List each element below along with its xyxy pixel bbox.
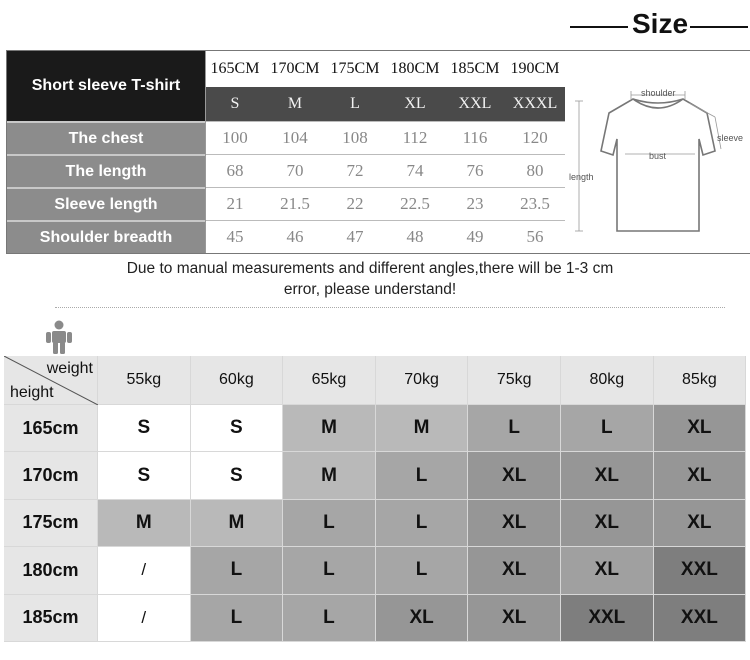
title-rule-left <box>570 26 628 28</box>
weight-header: 75kg <box>468 356 561 405</box>
size-chart-row-label: Shoulder breadth <box>7 220 205 253</box>
size-recommendation-cell: S <box>191 405 284 452</box>
size-chart-height-header: 165CM <box>205 51 265 87</box>
size-recommendation-cell: XL <box>468 547 561 594</box>
size-recommendation-cell: L <box>191 595 284 642</box>
height-header: 165cm <box>4 405 98 452</box>
size-chart-size-header: XXXL <box>505 87 565 121</box>
size-chart-size-header: L <box>325 87 385 121</box>
size-chart-value: 56 <box>505 220 565 253</box>
size-chart-value: 22 <box>325 187 385 220</box>
size-recommendation-cell: L <box>191 547 284 594</box>
size-chart-value: 49 <box>445 220 505 253</box>
size-chart <box>6 50 750 254</box>
size-chart-row-label: The chest <box>7 121 205 154</box>
size-chart-value: 23.5 <box>505 187 565 220</box>
dotted-divider <box>55 307 725 308</box>
size-chart-value: 47 <box>325 220 385 253</box>
size-recommendation-cell: M <box>376 405 469 452</box>
weight-header: 60kg <box>191 356 284 405</box>
size-recommendation-cell: M <box>283 405 376 452</box>
size-chart-height-header: 175CM <box>325 51 385 87</box>
size-chart-size-header: M <box>265 87 325 121</box>
size-recommendation-cell: XL <box>654 405 747 452</box>
size-chart-size-header: S <box>205 87 265 121</box>
size-chart-height-header: 185CM <box>445 51 505 87</box>
size-chart-row-label: The length <box>7 154 205 187</box>
size-chart-value: 68 <box>205 154 265 187</box>
size-recommendation-cell: XL <box>561 500 654 547</box>
size-recommendation-cell: XL <box>654 500 747 547</box>
size-recommendation-cell: L <box>376 500 469 547</box>
corner-weight-label: weight <box>46 360 93 377</box>
height-header: 185cm <box>4 595 98 642</box>
size-recommendation-cell: S <box>191 452 284 499</box>
size-chart-value: 48 <box>385 220 445 253</box>
weight-header: 80kg <box>561 356 654 405</box>
title-text: Size <box>632 8 689 39</box>
size-recommendation-cell: XL <box>468 595 561 642</box>
size-chart-size-header: XL <box>385 87 445 121</box>
size-recommendation-cell: M <box>98 500 191 547</box>
size-recommendation-cell: / <box>98 547 191 594</box>
size-chart-value: 104 <box>265 121 325 154</box>
size-title <box>570 6 748 42</box>
size-recommendation-cell: XL <box>468 500 561 547</box>
size-chart-header-label: Short sleeve T-shirt <box>7 51 205 121</box>
size-recommendation-cell: XXL <box>654 595 747 642</box>
diagram-label-bust: bust <box>649 151 667 161</box>
size-chart-row-label: Sleeve length <box>7 187 205 220</box>
size-recommendation-cell: S <box>98 452 191 499</box>
note-line-2: error, please understand! <box>283 281 457 298</box>
size-chart-separator <box>205 51 206 253</box>
size-chart-value: 21 <box>205 187 265 220</box>
size-chart-height-header: 190CM <box>505 51 565 87</box>
corner-height-label: height <box>10 384 54 401</box>
weight-header: 65kg <box>283 356 376 405</box>
note-line-1: Due to manual measurements and different angles,there will be 1-3 cm <box>126 260 614 277</box>
size-recommendation-cell: M <box>191 500 284 547</box>
weight-header: 70kg <box>376 356 469 405</box>
weight-header: 55kg <box>98 356 191 405</box>
height-header: 175cm <box>4 500 98 547</box>
size-chart-value: 70 <box>265 154 325 187</box>
size-chart-value: 112 <box>385 121 445 154</box>
height-header: 180cm <box>4 547 98 594</box>
title-rule-right <box>690 26 748 28</box>
size-chart-value: 22.5 <box>385 187 445 220</box>
size-chart-height-header: 170CM <box>265 51 325 87</box>
diagram-label-length: length <box>569 172 594 182</box>
size-chart-size-header: XXL <box>445 87 505 121</box>
size-recommendation-cell: L <box>561 405 654 452</box>
diagram-label-sleeve: sleeve <box>717 133 744 143</box>
measurement-note <box>60 258 680 300</box>
size-chart-value: 108 <box>325 121 385 154</box>
size-recommendation-cell: L <box>468 405 561 452</box>
size-chart-value: 23 <box>445 187 505 220</box>
size-chart-value: 80 <box>505 154 565 187</box>
size-recommendation-cell: L <box>283 595 376 642</box>
size-chart-value: 21.5 <box>265 187 325 220</box>
size-recommendation-cell: L <box>376 452 469 499</box>
size-recommendation-cell: XXL <box>654 547 747 594</box>
size-chart-value: 120 <box>505 121 565 154</box>
size-chart-value: 45 <box>205 220 265 253</box>
size-recommendation-cell: XL <box>468 452 561 499</box>
size-recommendation-cell: L <box>283 500 376 547</box>
size-chart-value: 74 <box>385 154 445 187</box>
size-chart-height-header: 180CM <box>385 51 445 87</box>
size-chart-value: 72 <box>325 154 385 187</box>
tshirt-diagram <box>565 51 750 253</box>
table-corner <box>4 356 98 405</box>
size-recommendation-cell: L <box>283 547 376 594</box>
size-recommendation-cell: / <box>98 595 191 642</box>
size-recommendation-cell: XL <box>376 595 469 642</box>
weight-height-table <box>4 356 746 642</box>
size-recommendation-cell: XXL <box>561 595 654 642</box>
size-recommendation-cell: S <box>98 405 191 452</box>
weight-header: 85kg <box>654 356 747 405</box>
diagram-label-shoulder: shoulder <box>641 88 676 98</box>
size-recommendation-cell: XL <box>561 547 654 594</box>
size-chart-value: 76 <box>445 154 505 187</box>
size-chart-value: 100 <box>205 121 265 154</box>
size-recommendation-cell: M <box>283 452 376 499</box>
size-chart-value: 46 <box>265 220 325 253</box>
size-chart-value: 116 <box>445 121 505 154</box>
person-icon <box>44 320 74 354</box>
size-recommendation-cell: XL <box>654 452 747 499</box>
size-recommendation-cell: XL <box>561 452 654 499</box>
height-header: 170cm <box>4 452 98 499</box>
size-recommendation-cell: L <box>376 547 469 594</box>
